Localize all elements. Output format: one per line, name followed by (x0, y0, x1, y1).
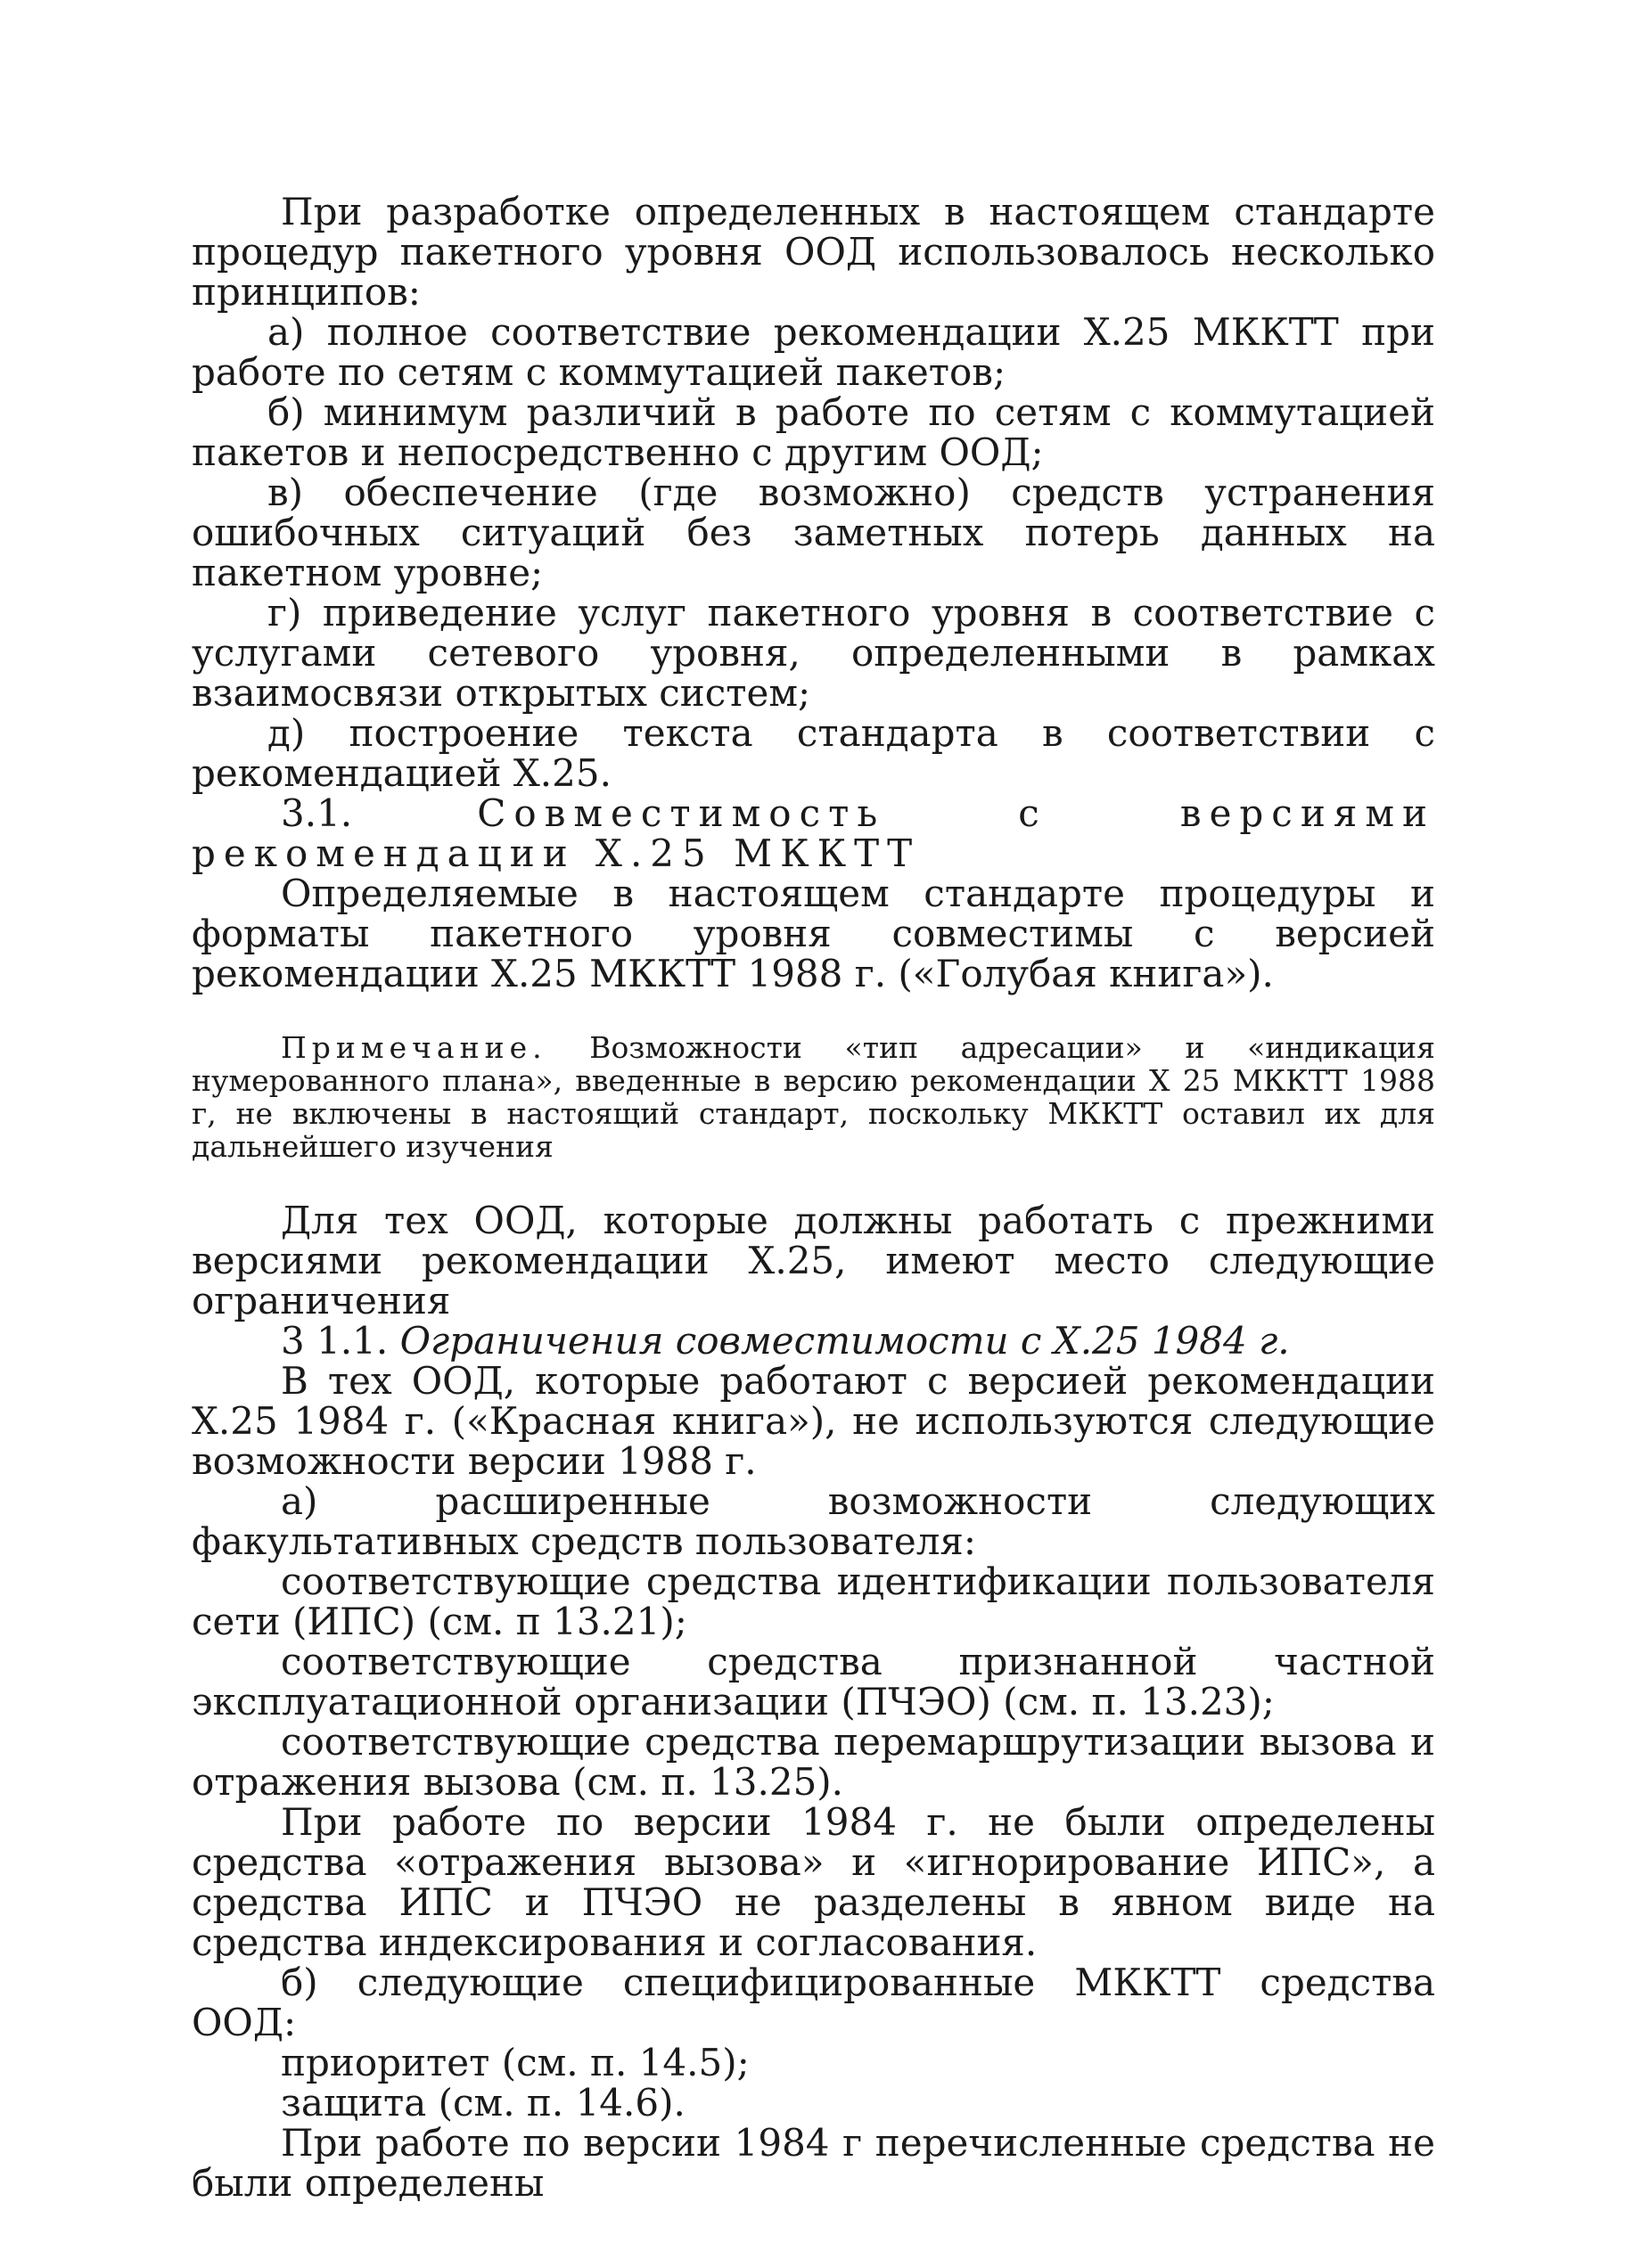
document-page (192, 192, 1435, 2203)
list-item-b-2: защита (см. п. 14.6). (281, 2081, 686, 2125)
intro-paragraph: При разработке определенных в настоящем стандарте процедур пакетного уровня ООД использовалось несколько принципов: (192, 190, 1435, 314)
principle-item-d: д) построение текста стандарта в соответствии с рекомендацией X.25. (192, 711, 1435, 795)
note-block (192, 1031, 1435, 1163)
principle-item-g: г) приведение услуг пакетного уровня в соответствие с услугами сетевого уровня, определенными в рамках взаимосвязи открытых систем; (192, 591, 1435, 715)
list-item-b: б) следующие специфицированные МККТТ средства ООД: (192, 1961, 1435, 2044)
note-label: Примечание. (281, 1030, 547, 1065)
list-item-a: а) расширенные возможности следующих факультативных средств пользователя: (192, 1479, 1435, 1563)
subsection-heading (192, 1321, 1435, 1361)
work-1984-paragraph: При работе по версии 1984 г. не были определены средства «отражения вызова» и «игнорирование ИПС», а средства ИПС и ПЧЭО не разделены в явном виде на средства индексирования и согласования. (192, 1800, 1435, 1964)
list-item-b-1: приоритет (см. п. 14.5); (281, 2041, 750, 2084)
list-item-a-3: соответствующие средства перемаршрутизации вызова и отражения вызова (см. п. 13.25). (192, 1720, 1435, 1804)
principle-item-v: в) обеспечение (где возможно) средств устранения ошибочных ситуаций без заметных потерь данных на пакетном уровне; (192, 471, 1435, 594)
subsection-title: Ограничения совместимости с X.25 1984 г. (399, 1319, 1290, 1363)
final-paragraph: При работе по версии 1984 г перечисленные средства не были определены (192, 2121, 1435, 2205)
list-item-a-2: соответствующие средства признанной частной эксплуатационной организации (ПЧЭО) (см. п. 13.23); (192, 1640, 1435, 1724)
subsection-number: 3 1.1. (281, 1319, 389, 1363)
old-versions-paragraph: Для тех ООД, которые должны работать с прежними версиями рекомендации X.25, имеют место следующие ограничения (192, 1199, 1435, 1322)
section-heading (192, 793, 1435, 873)
compatibility-paragraph: Определяемые в настоящем стандарте процедуры и форматы пакетного уровня совместимы с версией рекомендации X.25 МККТТ 1988 г. («Голубая книга»). (192, 872, 1435, 995)
ood-1984-paragraph: В тех ООД, которые работают с версией рекомендации X.25 1984 г. («Красная книга»), не используются следующие возможности версии 1988 г. (192, 1359, 1435, 1483)
section-title: Совместимость с версиями рекомендации X.25 МККТТ (192, 791, 1435, 875)
section-number: 3.1. (281, 791, 353, 835)
principle-item-b: б) минимум различий в работе по сетям с коммутацией пакетов и непосредственно с другим ООД; (192, 390, 1435, 474)
note-text: Возможности «тип адресации» и «индикация нумерованного плана», введенные в версию рекомендации X 25 МККТТ 1988 г, не включены в настоящий стандарт, поскольку МККТТ оставил их для дальнейшего изучения (192, 1030, 1435, 1164)
principle-item-a: а) полное соответствие рекомендации X.25 МККТТ при работе по сетям с коммутацией пакетов; (192, 310, 1435, 394)
list-item-a-1: соответствующие средства идентификации пользователя сети (ИПС) (см. п 13.21); (192, 1560, 1435, 1643)
